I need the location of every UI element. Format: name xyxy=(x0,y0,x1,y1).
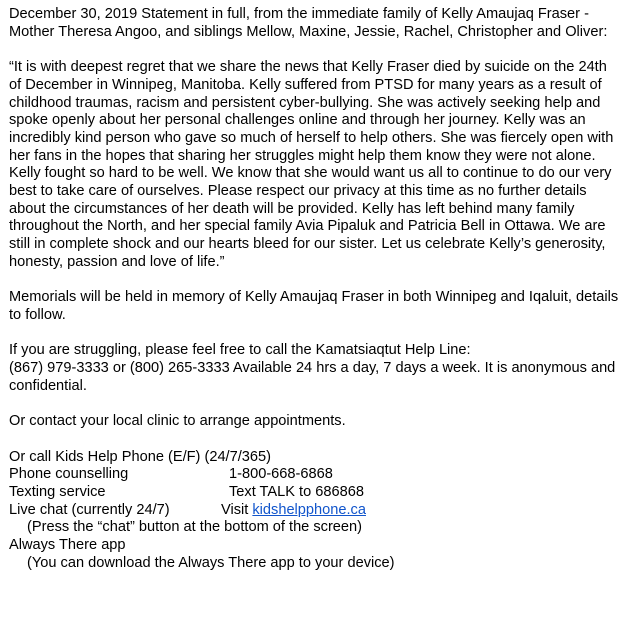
phone-counselling-row xyxy=(9,466,621,484)
texting-service-label: Texting service xyxy=(9,483,106,500)
family-quote: “It is with deepest regret that we share the news that Kelly Fraser died by suicide on the 24th of December in Winnipeg, Manitoba. Kelly suffered from PTSD for many years as a result of childhood traumas, racism and persistent cyber-bullying. She was actively seeking help and spoke openly about her personal challenges online and through her journey. Kelly was an incredibly kind person who gave so much of herself to help others. She was fiercely open with her fans in the hopes that sharing her struggles might help them know they were not alone. Kelly fought so hard to be well. We know that she would want us all to continue to do our very best to take care of ourselves. Please respect our privacy at this time as no further details about the circumstances of her death will be provided. Kelly has left behind many family throughout the North, and her special family Avia Pipaluk and Patricia Bell in Ottawa. We are still in complete shock and our hearts bleed for our sister. Let us celebrate Kelly’s generosity, honesty, passion and love of life.” xyxy=(9,59,614,270)
texting-service-row xyxy=(9,484,621,502)
memorials-notice: Memorials will be held in memory of Kelly Amaujaq Fraser in both Winnipeg and Iqaluit, details to follow. xyxy=(9,289,619,323)
spacer xyxy=(9,431,621,449)
spacer xyxy=(9,41,621,59)
texting-service-value: Text TALK to 686868 xyxy=(229,483,364,500)
always-there-app-note: (You can download the Always There app to your device) xyxy=(27,554,395,571)
spacer xyxy=(9,395,621,413)
helpline-intro: If you are struggling, please feel free to call the Kamatsiaqtut Help Line: xyxy=(9,342,471,359)
phone-counselling-number: 1-800-668-6868 xyxy=(229,466,333,483)
clinic-notice: Or contact your local clinic to arrange appointments. xyxy=(9,413,346,430)
spacer xyxy=(9,272,621,290)
helpline-details: (867) 979-3333 or (800) 265-3333 Available 24 hrs a day, 7 days a week. It is anonymous and confidential. xyxy=(9,360,616,394)
live-chat-label: Live chat (currently 24/7) xyxy=(9,501,170,518)
live-chat-visit-text: Visit xyxy=(221,501,253,518)
statement-intro: December 30, 2019 Statement in full, from the immediate family of Kelly Amaujaq Fraser - Mother Theresa Angoo, and siblings Mellow, Maxine, Jessie, Rachel, Christopher and Oliver: xyxy=(9,6,608,40)
kidshelpphone-link[interactable]: kidshelpphone.ca xyxy=(252,501,366,518)
always-there-app-label: Always There app xyxy=(9,536,126,553)
live-chat-note: (Press the “chat” button at the bottom of the screen) xyxy=(27,519,363,536)
phone-counselling-label: Phone counselling xyxy=(9,466,129,483)
kids-help-heading: Or call Kids Help Phone (E/F) (24/7/365) xyxy=(9,448,271,465)
spacer xyxy=(9,325,621,343)
live-chat-row xyxy=(9,502,621,520)
live-chat-visit xyxy=(221,502,366,520)
